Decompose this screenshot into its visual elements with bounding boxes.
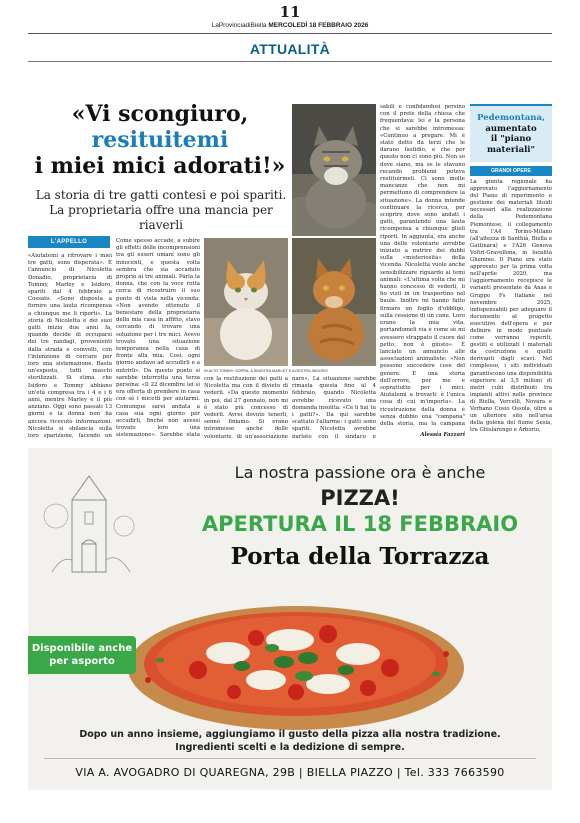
ad-intro: La nostra passione ora è anche	[234, 463, 486, 482]
section-rule	[28, 61, 552, 62]
cat-photo-marley	[204, 238, 288, 366]
sidebar-body: La giunta regionale ha approvato l'aggiornamento del Piano di reperimento e gestione dei materiali litoidi necessari alla realizzazione della Pedemontana Piemontese, il collegamento tra l'A4 Torino-Milano (all'altezza di Santhià, Biella e Gattinara) e l'A26 Genova Voltri-Gravellona, in località Ghemme. Il Piano era stato approvato per la prima volta nell'aprile 2020, ma l'aggiornamento recepisce le varianti presentate da Anas e Gruppo Fs Italiane nel novembre 2025, indispensabili per adeguare il documento al progetto esecutivo dell'opera e per definire in modo puntuale come verranno reperiti, gestiti e utilizzati i materiali da costruzione e quelli derivanti dagli scavi. Nel complesso, i siti individuati garantiscono una disponibilità superiore al 3,5 milioni di metri cubi distribuiti tra impianti attivi nelle province di Biella, Vercelli, Novara e Verbano Cusio Ossola, oltre a un ulteriore sito nell'area della golena del fiume Sesia, tra Ghislarengo e Arborio.	[470, 179, 552, 434]
section-title: ATTUALITÀ	[249, 41, 331, 57]
pizza-image	[128, 606, 464, 730]
sidebar-title-line-2: aumentato	[485, 123, 537, 134]
takeaway-badge-line-1: Disponibile anche	[31, 643, 133, 654]
sidebar-tag: GRANDI OPERE	[470, 166, 552, 176]
ad-pizza-title: PIZZA!	[320, 486, 400, 510]
ad-description-line-1: Dopo un anno insieme, aggiungiamo il gusto della pizza alla nostra tradizione.	[79, 729, 501, 740]
sidebar-article	[470, 104, 552, 440]
headline-line-1: «Vi scongiuro,	[71, 101, 249, 127]
ad-description	[28, 728, 552, 754]
publication-name: LaProvinciadiBiella	[211, 22, 267, 29]
ad-address: VIA A. AVOGADRO DI QUAREGNA, 29B | BIELLA PIAZZO | Tel. 333 7663590	[75, 766, 505, 779]
article-column-2: Come spesso accade, a subire gli effetti delle incomprensioni tra gli esseri umani sono gli innocenti, e questa volta sembra che sia accaduto proprio ai tre animali. Parla la donna, che con la voce rotta cerca di ricostruire il suo punto di vista nella vicenda: «Non avendo ottenuto il benestare della proprietaria della mia casa in affitto, stavo cercando di trovare una soluzione per i tre mici. Avevo trovato una situazione temporanea nella casa di fronte alla mia. Così, ogni giorno andavo ad accudirli e a nutrirli». Da questo punto si sarebbe interrotta una terza persona: «Il 22 dicembre lei si era offerta di prendere in casa con sé i micetti per aiutarmi. Comunque sarei andata a casa sua ogni giorno per accudirli, finché non avessi trovato loro una sistemazione». Sarebbe stata	[116, 238, 200, 438]
sidebar-title-line-3: il "piano materiali"	[487, 134, 535, 155]
page-number: 11	[279, 3, 301, 21]
headline-line-3: i miei mici adorati!»	[34, 153, 286, 179]
ad-divider	[44, 758, 536, 759]
takeaway-badge	[28, 636, 136, 674]
sidebar-title-line-1: Pedemontana,	[477, 113, 545, 123]
kicker-label: L'APPELLO	[28, 236, 110, 248]
author-signature: Alessia Fazzari	[420, 432, 465, 438]
photo-caption: IN ALTO TOMMY; SOPRA, A SINISTRA MARLEY E A DESTRA ISIDORO	[204, 369, 328, 373]
sidebar-header	[470, 104, 552, 162]
ad-description-line-2: Ingredienti scelti e la dedizione di sempre.	[175, 742, 405, 753]
ad-restaurant-name: Porta della Torrazza	[230, 543, 490, 570]
article-column-5: sabili e confidandosi persino con il prete della chiesa che frequentava: lei e la persona che si sarebbe intromessa: «Continuo a pregare. Mi è stato detto da terzi che le darano fastidio, e che per questo non ci sono più. Non so dove siano, ma se le stavano recando problemi poteva restituirmeli. Ci sono molte mancanze che non mi permettono di comprendere la situazione». La donna intende continuare la ricerca, per scoprire dove sono andati i gatti, garantendo una lauta ricompensa a chiunque glieli riporti. In aggiunta, era anche una delle volontarie avrebbe iniziato a nutrire dei dubbi sulla «misteriosità» della vicenda. Nicoletta vuole anche sensibilizzare riguardo ai temi animali: «L'ultima volta che mi hanno concesso di vederli, li ho visti in un trasportino nel baule. Inoltre mi hanno fatto firmare un foglio d'obbligo, sulla cessione di un cane. Loro erano la mia vita, portandomeli via è come se mi avessero strappato il cuore dal petto, non è giusto». È lanciato un annuncio alle associazioni animaliste: «Non possono succedere cose del genere. È una storia dell'orrore, per me e soprattutto per i mici. Aiutatemi a trovarli: è l'unica cosa di cui m'importa». La ricostruzione della donna è senza dubbio una "campana" della storia, ma la campana	[380, 104, 465, 427]
sidebar-title	[473, 113, 549, 155]
issue-date: MERCOLEDÌ 18 FEBBRAIO 2026	[268, 22, 369, 29]
pizza-advertisement	[28, 448, 552, 790]
cat-photo-tommy	[292, 104, 376, 236]
article-column-1: «Aiutatemi a ritrovare i miei tre gatti, sono disperata». È l'annuncio di Nicoletta Donadio, proprietaria di Tommy, Marley e Isidoro, spariti dal 4 febbraio a Cossato. «Sono disposta a fornire una lauta ricompensa a chiunque me li riporti». La storia di Nicoletta e dei suoi gatti inizia due anni fa, quando decide di occuparsi dei tre randagi, provenienti dalla strada e coinvolti, con l'intenzione di cercare per loro una sistemazione. Basta un'esposta, tutti maschi sterilizzati. Si stima che Isidoro e Tommy abbiano un'età compresa tra i 4 e i 6 anni, mentre Marley è il più anziano. Oggi sono passati 13 giorni e la donna non ha ancora ricevuto informazioni. Nicoletta si sbilancia sulla loro sparizione, facendo un	[28, 253, 112, 439]
article-subhead: La storia di tre gatti contesi e poi spariti. La proprietaria offre una mancia per riaverli	[35, 188, 287, 232]
article-headline	[32, 101, 288, 179]
takeaway-badge-line-2: per asporto	[49, 656, 115, 667]
page-header	[0, 0, 580, 64]
ad-opening-date: APERTURA IL 18 FEBBRAIO	[201, 512, 519, 536]
headline-line-2: resituitemi	[91, 127, 229, 153]
article-column-4: nare». La situazione sarebbe rimasta questa fino al 4 febbraio, quando Nicoletta avrebbe ricevuto una domanda insolita: «Ce li hai tu i gatti?». Da qui sarebbe scattato l'allarme: i gatti sono spariti. Nicoletta avrebbe parlato con il sindaco e	[292, 376, 376, 438]
article-column-3: con la restituzione dei gatti a Nicoletta ma con il divieto di vederli. «Da questo momento in poi, dal 27 gennaio, non mi è stato più concesso di vederli. Avrei dovuto tenerli, sennò finiamo. Si erano intromesse anche delle volontarie, di un'associazione	[204, 376, 288, 438]
header-rule	[28, 33, 552, 34]
cat-photo-isidoro	[292, 238, 376, 366]
masthead	[0, 22, 580, 29]
